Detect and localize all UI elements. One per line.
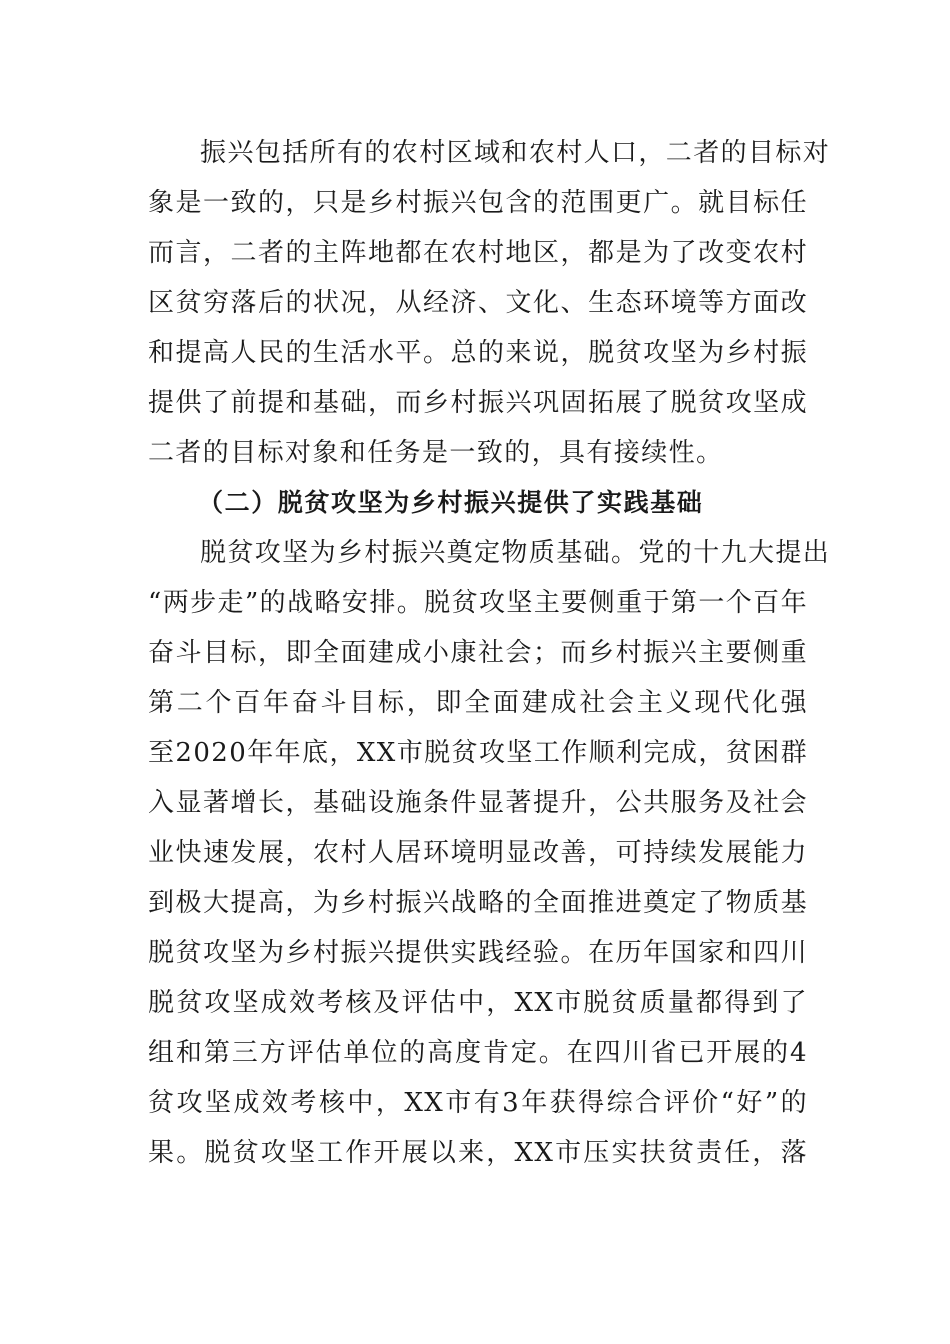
paragraph-line: 象是一致的，只是乡村振兴包含的范围更广。就目标任 bbox=[148, 188, 808, 218]
paragraph-line: 至2020年年底，XX市脱贫攻坚工作顺利完成，贫困群 bbox=[148, 738, 808, 768]
paragraph-line: 而言，二者的主阵地都在农村地区，都是为了改变农村 bbox=[148, 238, 808, 268]
paragraph-line: 脱贫攻坚为乡村振兴提供实践经验。在历年国家和四川 bbox=[148, 938, 808, 968]
body-text bbox=[148, 128, 831, 1178]
paragraph-line: “两步走”的战略安排。脱贫攻坚主要侧重于第一个百年 bbox=[148, 588, 808, 618]
paragraph-line: 第二个百年奋斗目标，即全面建成社会主义现代化强 bbox=[148, 688, 808, 718]
section-heading: （二）脱贫攻坚为乡村振兴提供了实践基础 bbox=[198, 488, 704, 517]
paragraph-line: 入显著增长，基础设施条件显著提升，公共服务及社会 bbox=[148, 788, 808, 818]
paragraph-line: 区贫穷落后的状况，从经济、文化、生态环境等方面改 bbox=[148, 288, 808, 318]
paragraph-line: 二者的目标对象和任务是一致的，具有接续性。 bbox=[148, 438, 724, 468]
paragraph-line: 和提高人民的生活水平。总的来说，脱贫攻坚为乡村振 bbox=[148, 338, 808, 368]
paragraph-line: 组和第三方评估单位的高度肯定。在四川省已开展的4 bbox=[148, 1038, 808, 1068]
paragraph-line: 振兴包括所有的农村区域和农村人口，二者的目标对 bbox=[200, 138, 831, 168]
paragraph-line: 脱贫攻坚为乡村振兴奠定物质基础。党的十九大提出 bbox=[200, 538, 831, 568]
paragraph-line: 提供了前提和基础，而乡村振兴巩固拓展了脱贫攻坚成 bbox=[148, 388, 808, 418]
paragraph-line: 到极大提高，为乡村振兴战略的全面推进奠定了物质基 bbox=[148, 888, 808, 918]
paragraph-line: 奋斗目标，即全面建成小康社会；而乡村振兴主要侧重 bbox=[148, 638, 808, 668]
paragraph-line: 果。脱贫攻坚工作开展以来，XX市压实扶贫责任，落 bbox=[148, 1138, 808, 1168]
paragraph-line: 业快速发展，农村人居环境明显改善，可持续发展能力 bbox=[148, 838, 808, 868]
paragraph-line: 贫攻坚成效考核中，XX市有3年获得综合评价“好”的 bbox=[148, 1088, 808, 1118]
paragraph-line: 脱贫攻坚成效考核及评估中，XX市脱贫质量都得到了 bbox=[148, 988, 808, 1018]
